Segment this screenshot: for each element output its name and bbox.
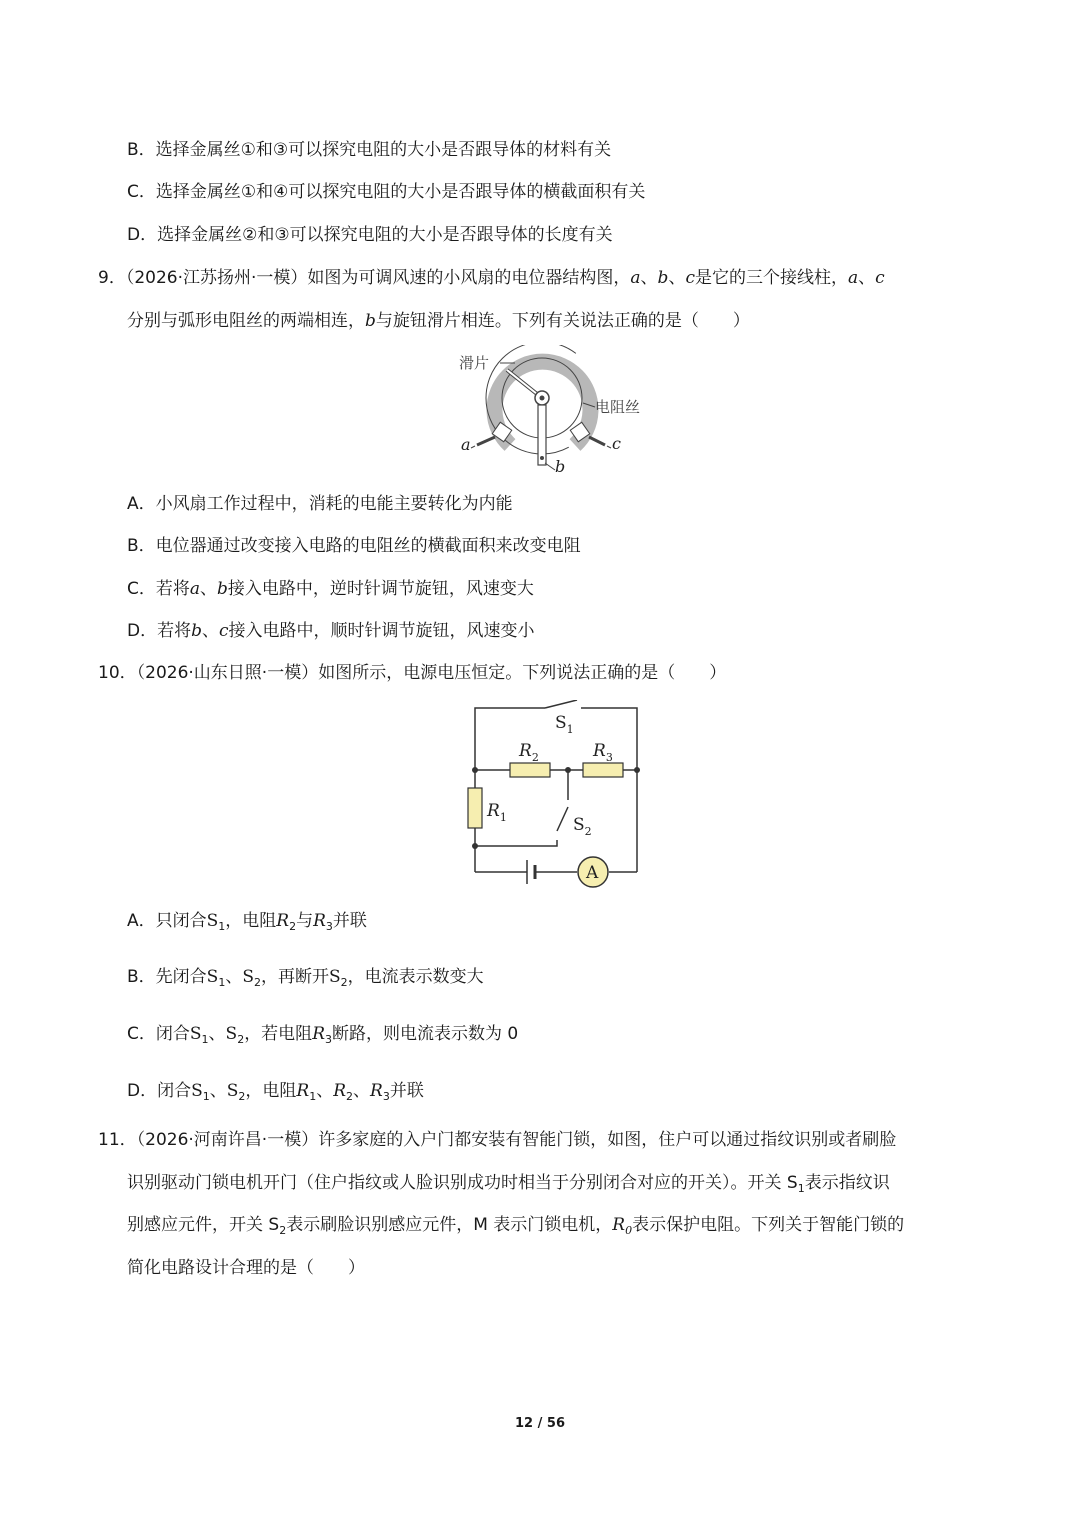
option-text: ，电阻 [245,1081,297,1101]
label-r1: $R_1$ [487,801,507,824]
question-number: 10． [98,663,137,683]
q9-stem-line1 [98,266,885,290]
separator: 、 [200,579,218,599]
resistor-symbol: R [370,1081,383,1101]
terminal-c: c [875,268,885,288]
stem-text: 如图所示，电源电压恒定。下列说法正确的是（ ） [318,663,727,683]
potentiometer-figure [455,345,655,480]
subscript: 3 [382,1090,390,1103]
label-s1: $S_1$ [555,713,574,736]
terminal-b: b [657,268,669,288]
terminal-b: b [365,311,376,331]
q8-option-d: D．选择金属丝②和③可以探究电阻的大小是否跟导体的长度有关 [127,225,613,245]
stem-text: 与旋钮滑片相连。下列有关说法正确的是（ ） [375,311,750,331]
switch-symbol: S [189,1024,202,1044]
label-r2: $R_2$ [519,741,539,764]
resistor-symbol: R [333,1081,347,1101]
resistor-symbol: R [612,1215,626,1235]
option-text: 接入电路中，顺时针调节旋钮，风速变小 [228,621,535,641]
q10-option-a [127,909,367,939]
terminal-a: a [847,268,859,288]
stem-text: 如图为可调风速的小风扇的电位器结构图， [307,268,631,288]
resistor-r2 [510,763,550,777]
terminal-a: a [189,579,201,599]
q11-stem-line1 [98,1128,896,1152]
option-text: 接入电路中，逆时针调节旋钮，风速变大 [227,579,534,599]
resistor-r3 [583,763,623,777]
switch-symbol: S [206,967,219,987]
resistor-symbol: R [313,911,326,931]
separator: 、 [353,1081,371,1101]
terminal-b: b [217,579,228,599]
separator: 、 [640,268,658,288]
separator: 、 [668,268,686,288]
question-source: （2026·江苏扬州·一模） [125,268,308,288]
switch-symbol: S [191,1081,203,1101]
subscript: 1 [309,1090,317,1103]
option-text: C．闭合 [127,1024,190,1044]
option-text: ，再断开 [260,967,329,987]
switch-symbol: S [225,1024,238,1044]
q9-stem-line2 [127,309,750,333]
stem-text: 表示指纹识 [804,1173,890,1193]
switch-s1 [545,700,577,708]
q9-option-b: B．电位器通过改变接入电路的电阻丝的横截面积来改变电阻 [127,536,581,556]
subscript: 2 [238,1090,246,1103]
separator: 、 [225,967,243,987]
terminal-a: a [630,268,641,288]
resistor-symbol: R [276,911,290,931]
separator: 、 [209,1081,227,1101]
option-text: ，电阻 [225,911,277,931]
page-separator: / [533,1416,547,1431]
switch-symbol: S [206,911,219,931]
question-number: 11． [98,1130,137,1150]
switch-symbol: S [242,967,254,987]
q8-option-c: C．选择金属丝①和④可以探究电阻的大小是否跟导体的横截面积有关 [127,182,646,202]
q11-stem-line2 [127,1171,890,1201]
q11-stem-line4: 简化电路设计合理的是（ ） [127,1258,365,1278]
option-text: 与 [296,911,314,931]
q9-option-a: A．小风扇工作过程中，消耗的电能主要转化为内能 [127,494,513,514]
page-number: 12 [515,1416,534,1431]
option-text: C．若将 [127,579,190,599]
stem-text: 分别与弧形电阻丝的两端相连， [127,311,365,331]
switch-symbol: S [226,1081,239,1101]
terminal-c: c [218,621,229,641]
stem-text: 表示保护电阻。下列关于智能门锁的 [632,1215,905,1235]
subscript: 2 [237,1033,245,1046]
label-c: c [612,434,621,453]
subscript: 2 [253,976,261,989]
label-s2: $S_2$ [573,815,592,838]
subscript: 1 [218,976,226,989]
subscript: 1 [201,1033,209,1046]
q8-option-b: B．选择金属丝①和③可以探究电阻的大小是否跟导体的材料有关 [127,140,612,160]
stem-text: 表示刷脸识别感应元件，M 表示门锁电机， [286,1215,613,1235]
option-text: D．若将 [127,621,192,641]
option-text: A．只闭合 [127,911,207,931]
subscript: 2 [279,1224,287,1237]
slider-label: 滑片 [459,354,490,372]
separator: 、 [316,1081,334,1101]
q10-stem [98,661,726,685]
option-text: 并联 [389,1081,424,1101]
option-text: D．闭合 [127,1081,192,1101]
subscript: 1 [797,1182,805,1195]
subscript: 3 [325,920,333,933]
page-total: 56 [546,1416,565,1431]
option-text: ，电流表示数变大 [347,967,484,987]
ammeter-label: A [586,863,599,883]
separator: 、 [208,1024,226,1044]
separator: 、 [858,268,876,288]
wire-label: 电阻丝 [595,398,641,416]
terminal-c: c [685,268,695,288]
option-text: B．先闭合 [127,967,207,987]
circuit-diagram [465,700,650,890]
subscript: 2 [340,976,348,989]
stem-text: 许多家庭的入户门都安装有智能门锁，如图，住户可以通过指纹识别或者刷脸 [318,1130,897,1150]
option-text: 断路，则电流表示数为 0 [332,1024,519,1044]
resistor-symbol: R [312,1024,325,1044]
option-text: ，若电阻 [244,1024,313,1044]
q11-stem-line3 [127,1213,904,1243]
label-a: a [461,435,471,454]
terminal-b: b [191,621,202,641]
separator: 、 [201,621,219,641]
question-source: （2026·河南许昌·一模） [136,1130,319,1150]
question-number: 9． [98,268,126,288]
switch-symbol: S [328,967,341,987]
q9-option-c [127,577,534,601]
resistor-r1 [468,788,482,828]
subscript: 0 [625,1224,633,1237]
subscript: 1 [202,1090,210,1103]
page-footer [0,1416,1080,1431]
q10-option-d [127,1079,424,1109]
question-source: （2026·山东日照·一模） [136,663,319,683]
subscript: 3 [325,1033,332,1046]
stem-text: 识别驱动门锁电机开门（住户指纹或人脸识别成功时相当于分别闭合对应的开关）。开关 S [127,1173,798,1193]
resistor-symbol: R [296,1081,310,1101]
label-r3: $R_3$ [593,741,613,764]
subscript: 2 [289,920,297,933]
q10-option-c [127,1022,518,1052]
option-text: 并联 [332,911,367,931]
stem-text: 别感应元件，开关 S [127,1215,280,1235]
stem-text: 是它的三个接线柱， [694,268,848,288]
q9-option-d [127,619,535,643]
subscript: 1 [218,920,226,933]
subscript: 2 [346,1090,354,1103]
switch-s2 [557,807,568,831]
q10-option-b [127,965,484,995]
label-b: b [555,457,566,476]
